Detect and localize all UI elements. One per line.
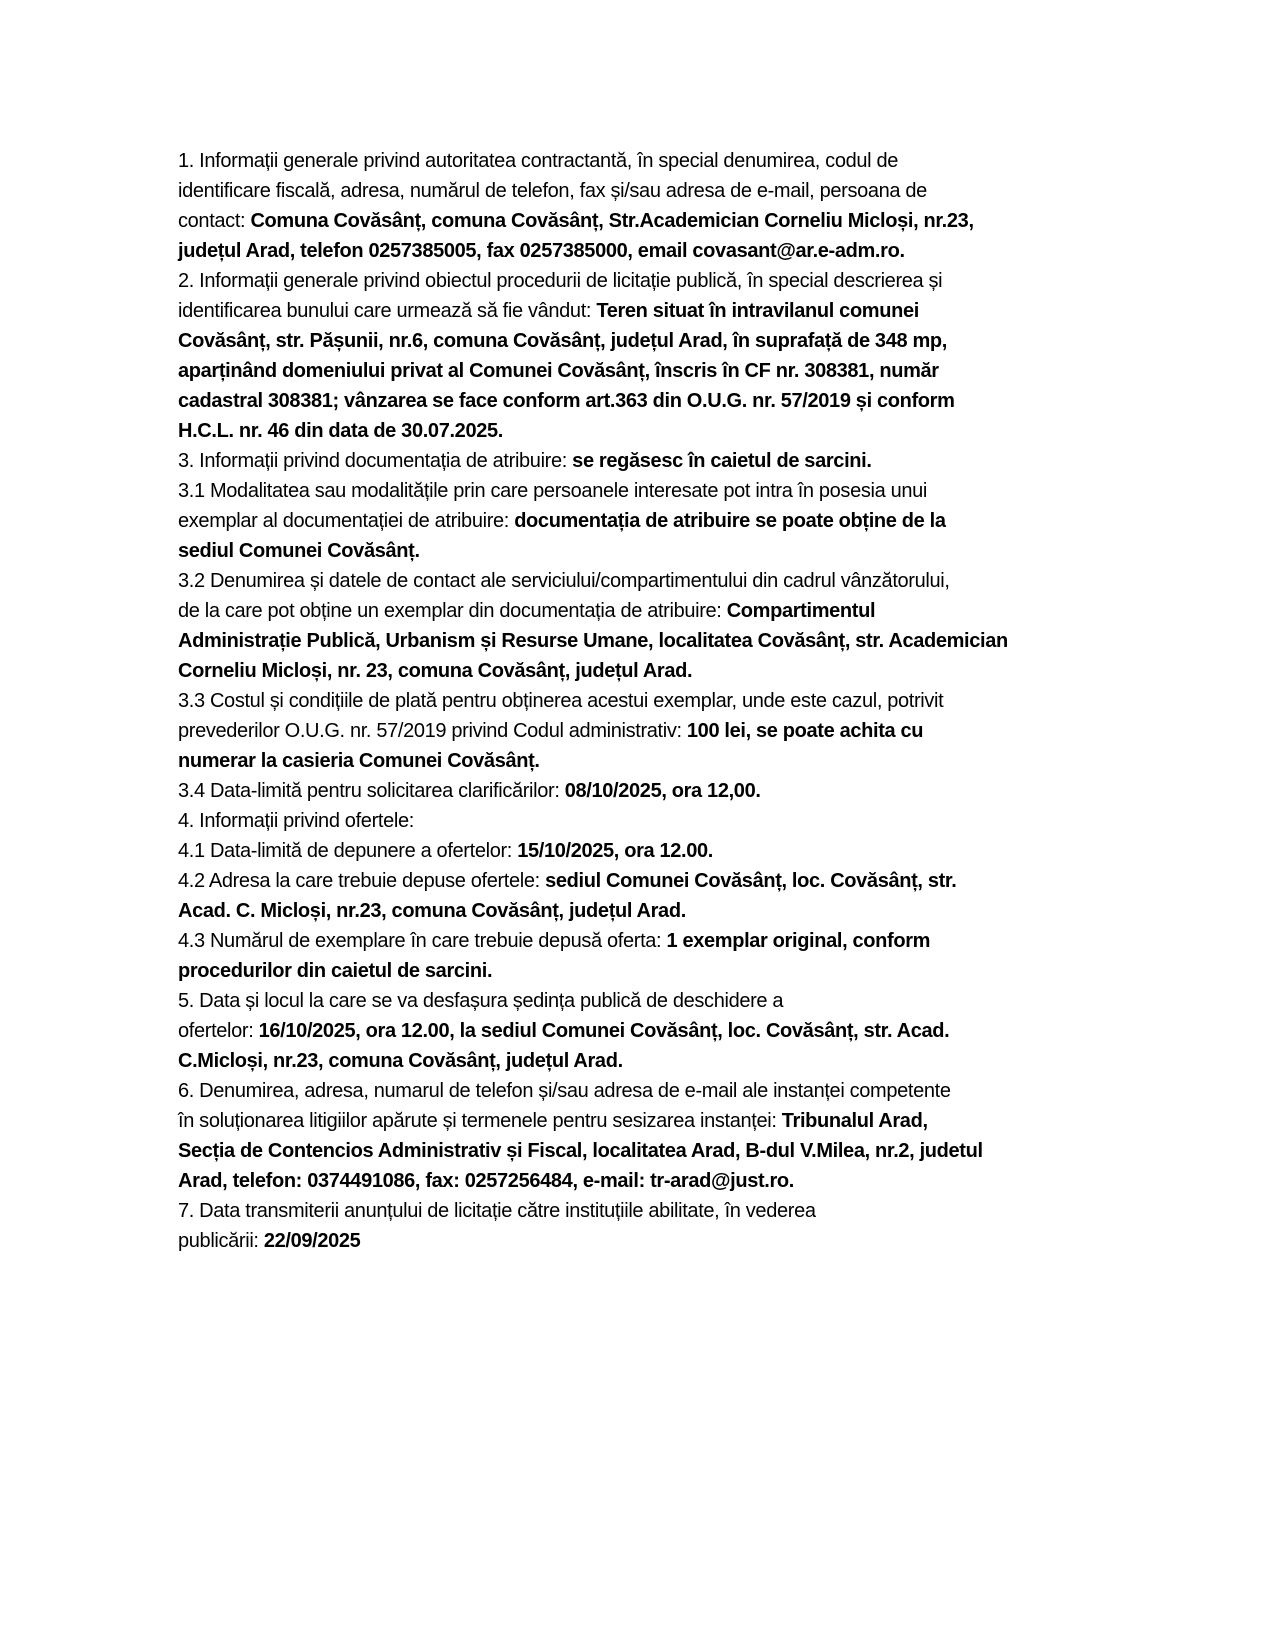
text-line xyxy=(178,146,1083,176)
text-line xyxy=(178,296,1083,326)
text-line xyxy=(178,236,1083,266)
text-line xyxy=(178,986,1083,1016)
text-run: contact: xyxy=(178,210,251,232)
text-run: 3.3 Costul și condițiile de plată pentru obținerea acestui exemplar, unde este cazul, potrivit xyxy=(178,690,944,712)
bold-text-run: procedurilor din caietul de sarcini. xyxy=(178,960,493,982)
bold-text-run: Compartimentul xyxy=(726,600,876,622)
text-run: în soluționarea litigiilor apărute și termenele pentru sesizarea instanței: xyxy=(178,1110,782,1132)
bold-text-run: Arad, telefon: 0374491086, fax: 0257256484, e-mail: tr-arad@just.ro. xyxy=(178,1170,795,1192)
bold-text-run: Administrație Publică, Urbanism și Resurse Umane, localitatea Covăsânț, str. Academician xyxy=(178,630,1008,652)
text-line xyxy=(178,176,1083,206)
text-line xyxy=(178,326,1083,356)
bold-text-run: 1 exemplar original, conform xyxy=(666,930,931,952)
text-run: identificare fiscală, adresa, numărul de telefon, fax și/sau adresa de e-mail, persoana de xyxy=(178,180,927,202)
text-line xyxy=(178,1076,1083,1106)
text-run: 6. Denumirea, adresa, numarul de telefon și/sau adresa de e-mail ale instanței competente xyxy=(178,1080,951,1102)
bold-text-run: 16/10/2025, ora 12.00, la sediul Comunei Covăsânț, loc. Covăsânț, str. Acad. xyxy=(258,1020,950,1042)
text-run: 7. Data transmiterii anunțului de licitație către instituțiile abilitate, în vederea xyxy=(178,1200,816,1222)
document-body xyxy=(178,146,1083,1256)
text-run: exemplar al documentației de atribuire: xyxy=(178,510,515,532)
text-line xyxy=(178,716,1083,746)
bold-text-run: Secția de Contencios Administrativ și Fiscal, localitatea Arad, B-dul V.Milea, nr.2, judetul xyxy=(178,1140,983,1162)
bold-text-run: sediul Comunei Covăsânț. xyxy=(178,540,420,562)
text-line xyxy=(178,356,1083,386)
bold-text-run: sediul Comunei Covăsânț, loc. Covăsânț, str. xyxy=(545,870,957,892)
text-run: 4.3 Numărul de exemplare în care trebuie depusă oferta: xyxy=(178,930,667,952)
bold-text-run: H.C.L. nr. 46 din data de 30.07.2025. xyxy=(178,420,503,442)
text-line xyxy=(178,746,1083,776)
text-run: publicării: xyxy=(178,1230,264,1252)
text-line xyxy=(178,1166,1083,1196)
text-run: 3.4 Data-limită pentru solicitarea clarificărilor: xyxy=(178,780,565,802)
text-run: de la care pot obține un exemplar din documentația de atribuire: xyxy=(178,600,727,622)
text-run: 3.1 Modalitatea sau modalitățile prin care persoanele interesate pot intra în posesia unui xyxy=(178,480,927,502)
text-line xyxy=(178,566,1083,596)
bold-text-run: aparținând domeniului privat al Comunei Covăsânț, înscris în CF nr. 308381, număr xyxy=(178,360,939,382)
text-run: identificarea bunului care urmează să fie vândut: xyxy=(178,300,597,322)
bold-text-run: Tribunalul Arad, xyxy=(781,1110,928,1132)
bold-text-run: C.Micloși, nr.23, comuna Covăsânț, județul Arad. xyxy=(178,1050,623,1072)
text-run: 4.1 Data-limită de depunere a ofertelor: xyxy=(178,840,518,862)
text-line xyxy=(178,506,1083,536)
bold-text-run: se regăsesc în caietul de sarcini. xyxy=(572,450,872,472)
bold-text-run: numerar la casieria Comunei Covăsânț. xyxy=(178,750,540,772)
text-run: 3.2 Denumirea și datele de contact ale serviciului/compartimentului din cadrul vânzătorului, xyxy=(178,570,950,592)
bold-text-run: 22/09/2025 xyxy=(263,1230,361,1252)
text-line xyxy=(178,1226,1083,1256)
text-line xyxy=(178,866,1083,896)
text-run: 5. Data și locul la care se va desfașura ședința publică de deschidere a xyxy=(178,990,784,1012)
bold-text-run: cadastral 308381; vânzarea se face conform art.363 din O.U.G. nr. 57/2019 și conform xyxy=(178,390,955,412)
text-run: ofertelor: xyxy=(178,1020,259,1042)
text-line xyxy=(178,836,1083,866)
bold-text-run: județul Arad, telefon 0257385005, fax 0257385000, email covasant@ar.e-adm.ro. xyxy=(178,240,905,262)
text-line xyxy=(178,776,1083,806)
text-line xyxy=(178,206,1083,236)
bold-text-run: Teren situat în intravilanul comunei xyxy=(596,300,919,322)
text-line xyxy=(178,686,1083,716)
text-line xyxy=(178,266,1083,296)
text-line xyxy=(178,806,1083,836)
text-line xyxy=(178,1016,1083,1046)
text-line xyxy=(178,1196,1083,1226)
text-run: prevederilor O.U.G. nr. 57/2019 privind Codul administrativ: xyxy=(178,720,687,742)
text-line xyxy=(178,386,1083,416)
text-line xyxy=(178,416,1083,446)
text-line xyxy=(178,446,1083,476)
text-run: 4.2 Adresa la care trebuie depuse ofertele: xyxy=(178,870,546,892)
bold-text-run: 15/10/2025, ora 12.00. xyxy=(517,840,713,862)
text-line xyxy=(178,956,1083,986)
bold-text-run: 100 lei, se poate achita cu xyxy=(686,720,924,742)
text-line xyxy=(178,626,1083,656)
text-line xyxy=(178,1046,1083,1076)
bold-text-run: documentația de atribuire se poate obține de la xyxy=(514,510,946,532)
text-line xyxy=(178,1106,1083,1136)
text-line xyxy=(178,536,1083,566)
text-line xyxy=(178,1136,1083,1166)
text-run: 2. Informații generale privind obiectul procedurii de licitație publică, în special descrierea și xyxy=(178,270,943,292)
bold-text-run: Corneliu Micloși, nr. 23, comuna Covăsânț, județul Arad. xyxy=(178,660,693,682)
text-line xyxy=(178,896,1083,926)
text-line xyxy=(178,926,1083,956)
bold-text-run: 08/10/2025, ora 12,00. xyxy=(564,780,761,802)
text-run: 1. Informații generale privind autoritatea contractantă, în special denumirea, codul de xyxy=(178,150,898,172)
text-run: 3. Informații privind documentația de atribuire: xyxy=(178,450,573,472)
text-line xyxy=(178,476,1083,506)
bold-text-run: Acad. C. Micloși, nr.23, comuna Covăsânț, județul Arad. xyxy=(178,900,686,922)
text-line xyxy=(178,656,1083,686)
bold-text-run: Comuna Covăsânț, comuna Covăsânț, Str.Academician Corneliu Micloși, nr.23, xyxy=(250,210,974,232)
text-line xyxy=(178,596,1083,626)
text-run: 4. Informații privind ofertele: xyxy=(178,810,414,832)
bold-text-run: Covăsânț, str. Pășunii, nr.6, comuna Covăsânț, județul Arad, în suprafață de 348 mp, xyxy=(178,330,947,352)
